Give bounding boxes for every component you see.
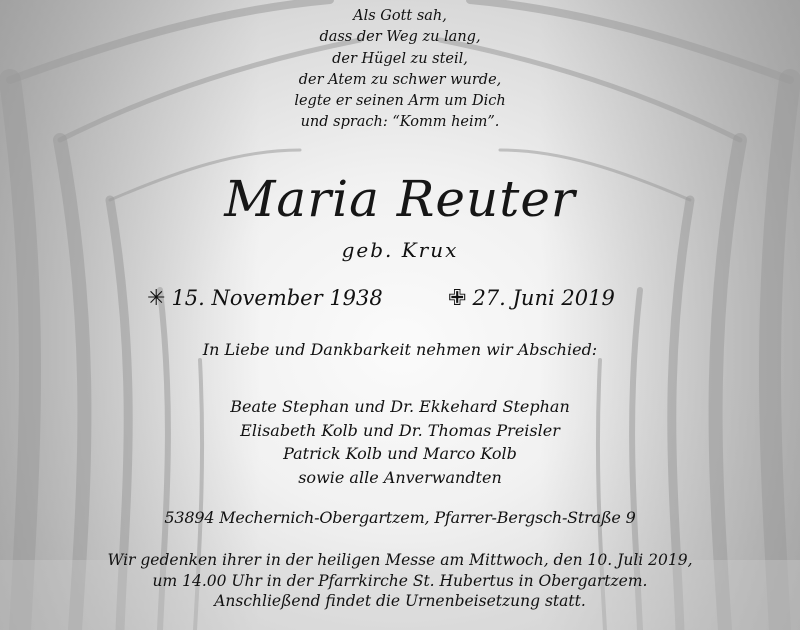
birth-date-line (147, 286, 383, 311)
poem (0, 6, 800, 134)
mourner-line: Beate Stephan und Dr. Ekkehard Stephan (230, 397, 570, 416)
mourner-line: sowie alle Anverwandten (298, 467, 502, 487)
mass-notice (0, 550, 800, 612)
mass-notice-line: um 14.00 Uhr in der Pfarrkirche St. Hubertus in Obergartzem. (152, 571, 648, 590)
cross-icon: ✙ (448, 286, 467, 311)
death-date-line (448, 286, 615, 311)
farewell-intro: In Liebe und Dankbarkeit nehmen wir Abschied: (202, 340, 598, 359)
mourner-line: Elisabeth Kolb und Dr. Thomas Preisler (240, 420, 560, 440)
poem-line: der Atem zu schwer wurde, (298, 71, 502, 88)
mourners-list (0, 395, 800, 489)
birth-date: 15. November 1938 (171, 286, 383, 310)
mass-notice-line: Wir gedenken ihrer in der heiligen Messe am Mittwoch, den 10. Juli 2019, (107, 551, 693, 569)
poem-line: dass der Weg zu lang, (319, 29, 481, 46)
poem-line: und sprach: “Komm heim”. (300, 114, 500, 131)
poem-line: Als Gott sah, (353, 8, 447, 24)
address: 53894 Mechernich-Obergartzem, Pfarrer-Bergsch-Straße 9 (164, 508, 636, 527)
death-date: 27. Juni 2019 (472, 286, 615, 310)
mourner-line: Patrick Kolb und Marco Kolb (283, 444, 517, 463)
poem-line: der Hügel zu steil, (332, 50, 468, 67)
asterisk-icon: ✳ (147, 286, 166, 311)
mass-notice-line: Anschließend findet die Urnenbeisetzung statt. (214, 592, 586, 610)
deceased-name: Maria Reuter (224, 170, 576, 228)
maiden-name: geb. Krux (341, 238, 459, 262)
poem-line: legte er seinen Arm um Dich (294, 93, 506, 110)
